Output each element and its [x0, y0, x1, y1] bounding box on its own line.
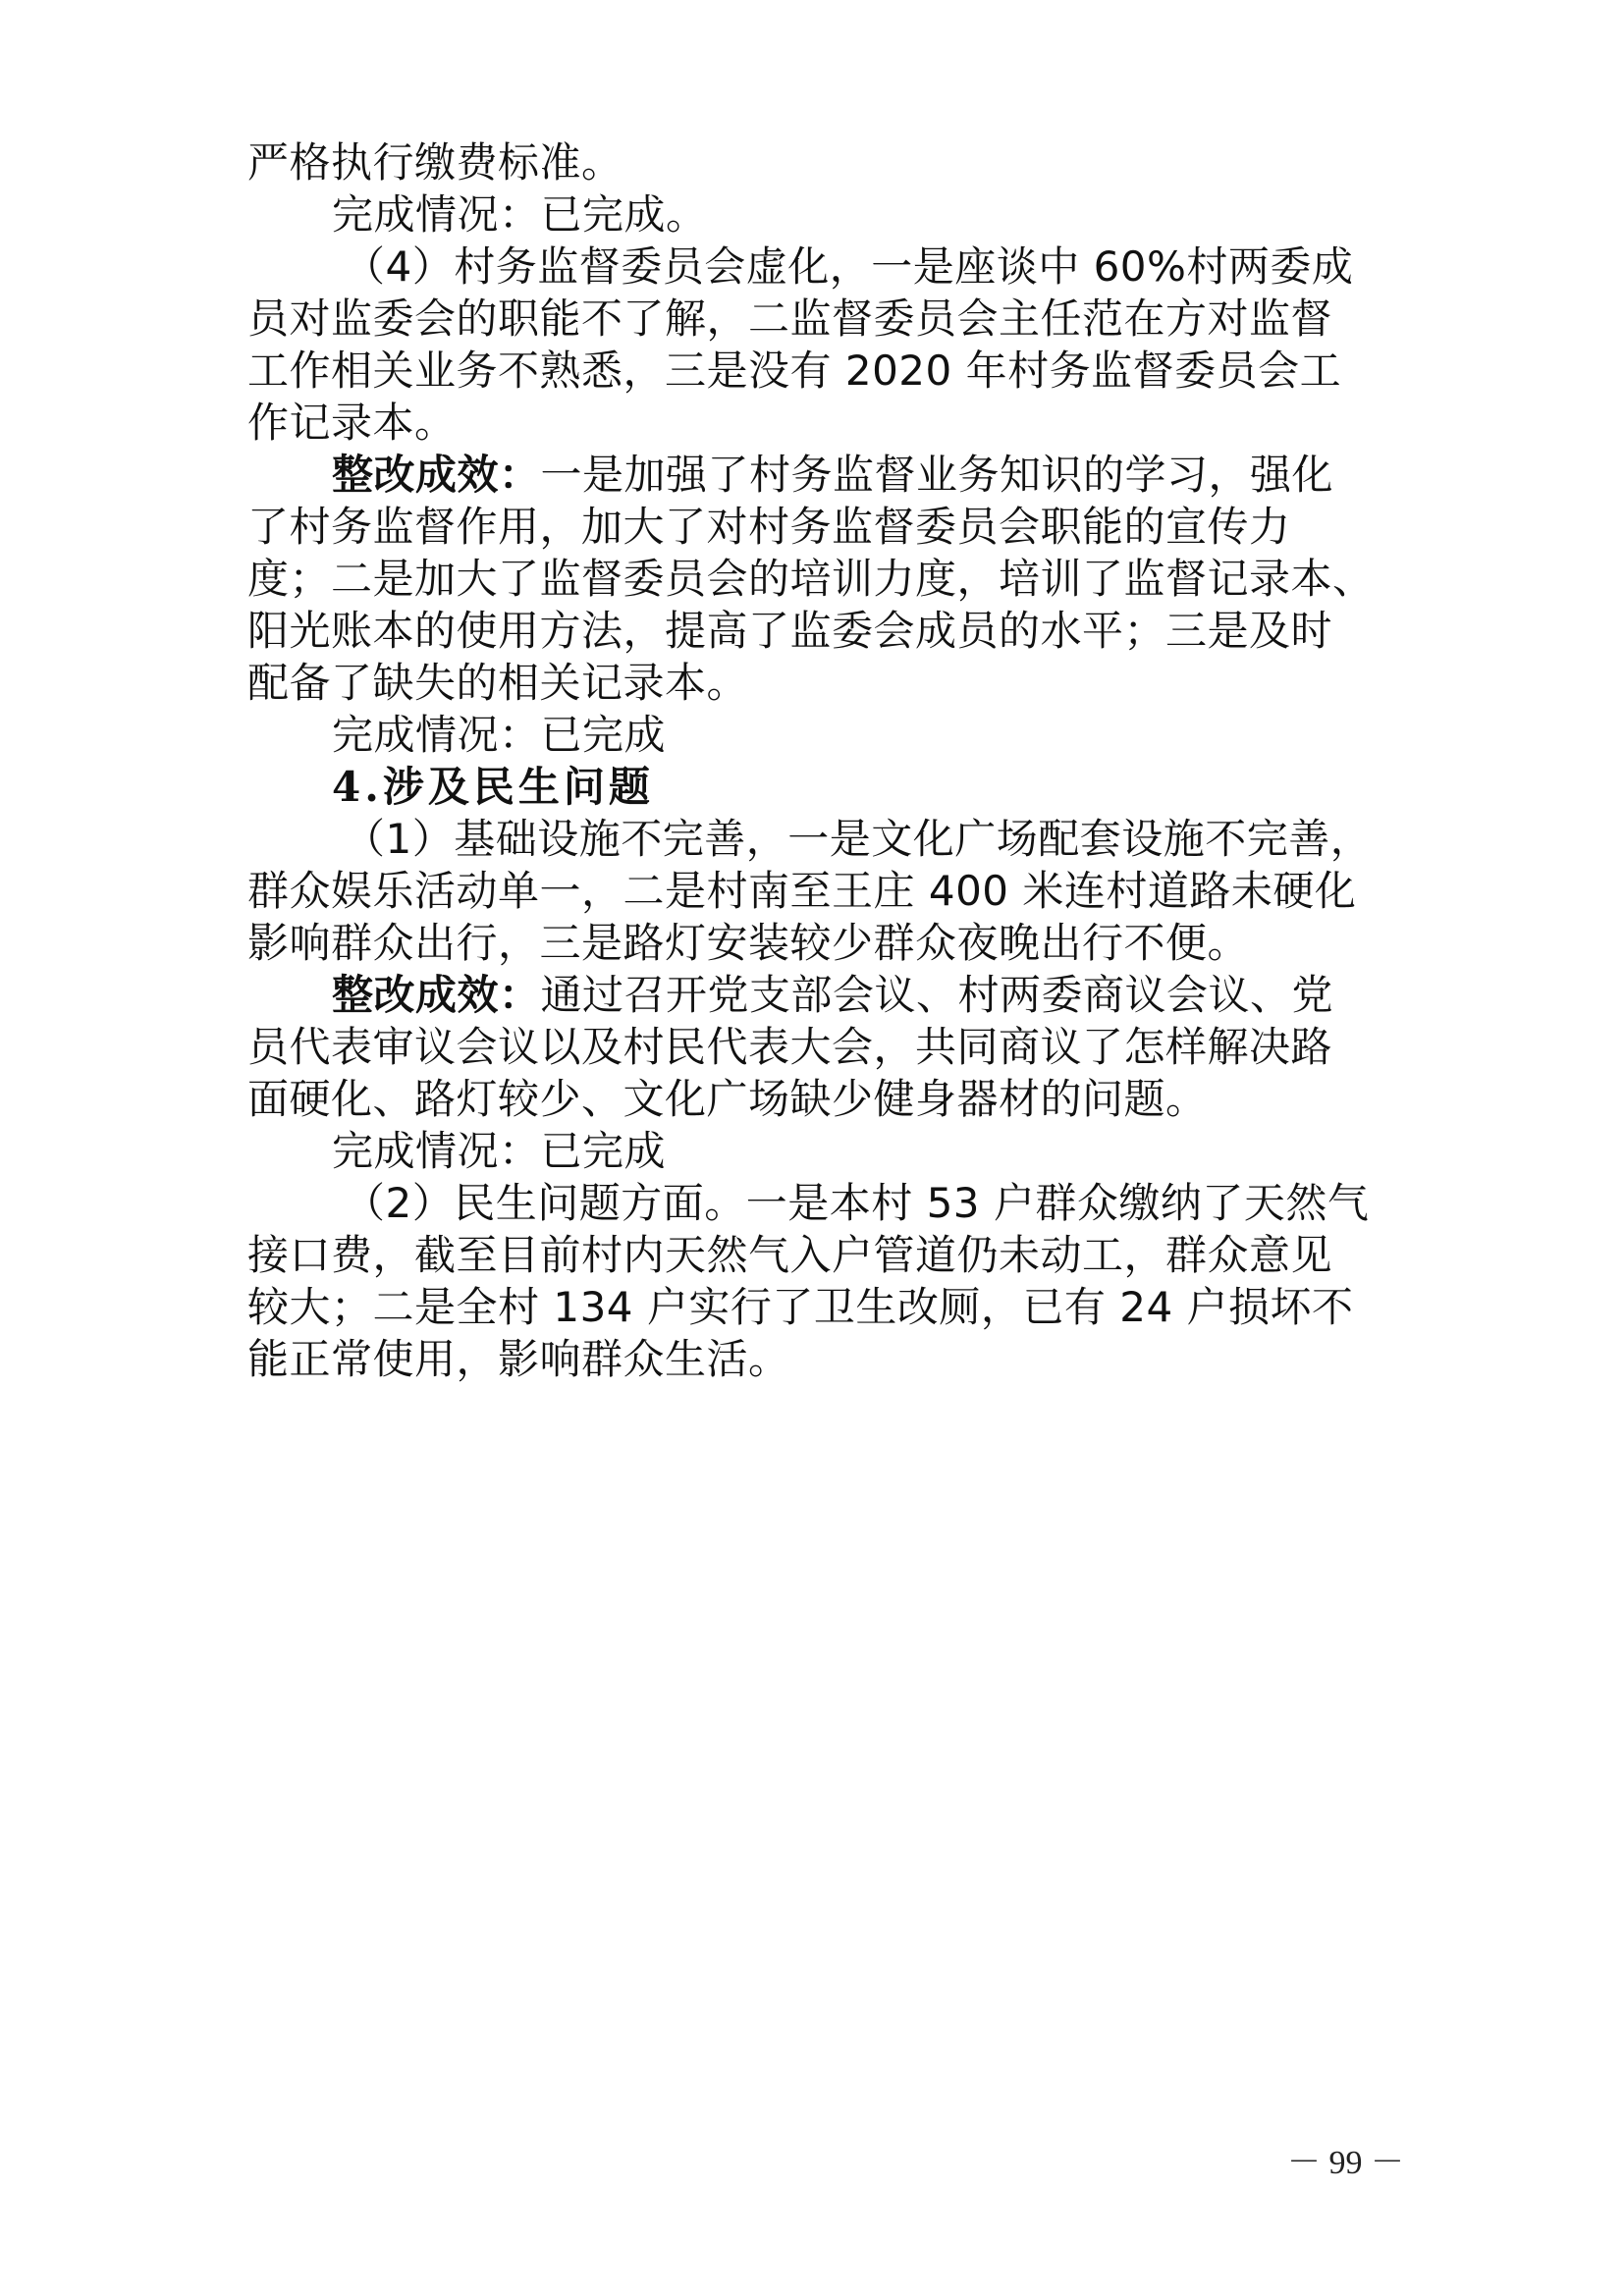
- page-number: － 99 －: [1287, 2145, 1404, 2181]
- text-line: 阳光账本的使用方法，提高了监委会成员的水平；三是及时: [247, 607, 1333, 655]
- text-line: 工作相关业务不熟悉，三是没有 2020 年村务监督委员会工: [247, 347, 1342, 395]
- rectification-result-line: [332, 969, 1481, 1022]
- text-line: 影响群众出行，三是路灯安装较少群众夜晚出行不便。: [247, 919, 1250, 967]
- text-line: 较大；二是全村 134 户实行了卫生改厕，已有 24 户损坏不: [247, 1283, 1354, 1331]
- text-line: 群众娱乐活动单一，二是村南至王庄 400 米连村道路未硬化: [247, 867, 1357, 915]
- text-line: 员代表审议会议以及村民代表大会，共同商议了怎样解决路: [247, 1023, 1333, 1071]
- text-line: 员对监委会的职能不了解，二监督委员会主任范在方对监督: [247, 294, 1333, 343]
- section-heading: 4.涉及民生问题: [332, 763, 654, 811]
- text-line: 面硬化、路灯较少、文化广场缺少健身器材的问题。: [247, 1075, 1208, 1123]
- issue-item-4: （4）村务监督委员会虚化，一是座谈中 60%村两委成: [344, 242, 1354, 291]
- rectification-result-label: 整改成效：: [332, 971, 541, 1019]
- completion-status: 完成情况：已完成: [332, 711, 667, 759]
- text-line: 接口费，截至目前村内天然气入户管道仍未动工，群众意见: [247, 1231, 1333, 1279]
- text-line: 配备了缺失的相关记录本。: [247, 659, 749, 707]
- completion-status: 完成情况：已完成。: [332, 190, 708, 239]
- issue-item-1: （1）基础设施不完善，一是文化广场配套设施不完善，: [344, 815, 1373, 863]
- text-line: 作记录本。: [247, 399, 457, 447]
- text-line: 度；二是加大了监督委员会的培训力度，培训了监督记录本、: [247, 555, 1375, 603]
- rectification-result-line: [332, 449, 1481, 502]
- issue-item-2: （2）民生问题方面。一是本村 53 户群众缴纳了天然气: [344, 1179, 1370, 1227]
- rectification-result-label: 整改成效：: [332, 451, 541, 499]
- text-line: 了村务监督作用，加大了对村务监督委员会职能的宣传力: [247, 503, 1291, 551]
- completion-status: 完成情况：已完成: [332, 1127, 667, 1175]
- text-line: 严格执行缴费标准。: [247, 138, 623, 187]
- text-line: 能正常使用，影响群众生活。: [247, 1335, 790, 1383]
- rectification-result-text: 一是加强了村务监督业务知识的学习，强化: [540, 451, 1334, 499]
- rectification-result-text: 通过召开党支部会议、村两委商议会议、党: [540, 971, 1334, 1019]
